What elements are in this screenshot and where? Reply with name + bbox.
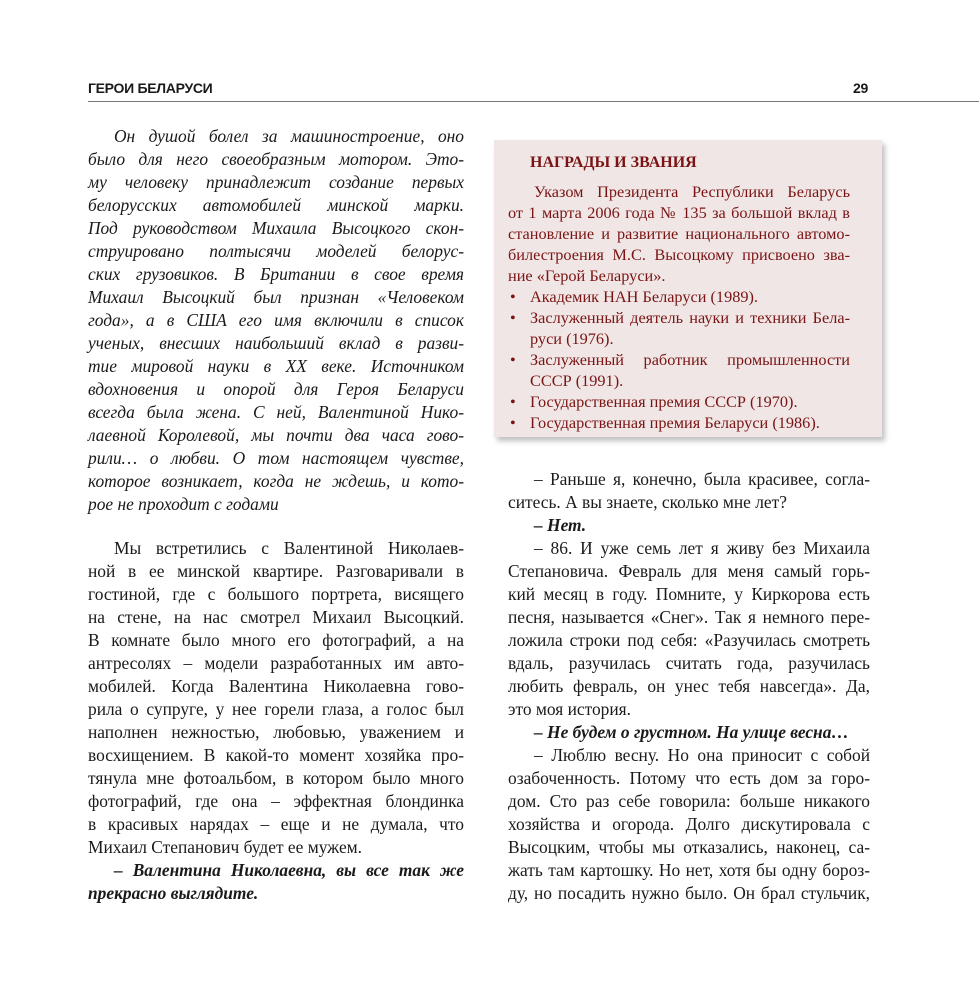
text-line: Михаил Степанович будет ее мужем. <box>88 837 363 857</box>
text-line: ние «Герой Беларуси». <box>508 266 666 285</box>
text-line: рили… о любви. О том настоящем чувстве, <box>88 448 464 468</box>
text-line: в красивых нарядах – еще и не думала, что <box>88 814 464 834</box>
text-line: дом. Сто раз себе говорила: больше никакого <box>508 791 870 811</box>
text-line: – 86. И уже семь лет я живу без Михаила <box>534 538 870 558</box>
text-line: мобилей. Когда Валентина Николаевна гово- <box>88 676 464 696</box>
text-line: рое не проходит с годами <box>88 494 279 514</box>
text-line: белорусских автомобилей минской марки. <box>88 195 464 215</box>
text-line: любить февраль, он унес тебя навсегда». Да, <box>508 676 870 696</box>
text-line: Степановича. Февраль для меня самый горь- <box>508 561 870 581</box>
text-line: Он душой болел за машиностроение, оно <box>114 126 464 146</box>
text-line: жать там картошку. Но нет, хотя бы одну бороз- <box>508 860 870 880</box>
text-line: му человеку принадлежит создание первых <box>88 172 464 192</box>
text-line: на стене, на нас смотрел Михаил Высоцкий. <box>88 607 464 627</box>
text-line: ложила строки под себя: «Разучилась смотреть <box>508 630 870 650</box>
text-line: кий месяц в году. Помните, у Киркорова есть <box>508 584 870 604</box>
text-line: фотографий, где она – эффектная блондинка <box>88 791 464 811</box>
text-line: наполнен нежностью, любовью, уважением и <box>88 722 464 742</box>
text-line: восхищением. В какой-то момент хозяйка про- <box>88 745 464 765</box>
text-line: которое возникает, когда не ждешь, и кото- <box>88 471 464 491</box>
award-line: Заслуженный работник промышленности <box>530 350 850 369</box>
text-line: билестроения М.С. Высоцкому присвоено зва- <box>508 245 850 264</box>
text-line: антресолях – модели разработанных им авто- <box>88 653 464 673</box>
award-line: Государственная премия СССР (1970). <box>530 392 798 411</box>
bullet-icon: • <box>510 287 516 306</box>
bullet-icon: • <box>510 350 516 369</box>
award-item <box>508 391 850 412</box>
text-line: – Валентина Николаевна, вы все так же <box>114 860 464 880</box>
text-line: Под руководством Михаила Высоцкого скон- <box>88 218 464 238</box>
award-line: Академик НАН Беларуси (1989). <box>530 287 758 306</box>
header-rule <box>88 101 979 102</box>
interview-question: – Не будем о грустном. На улице весна… <box>534 722 849 742</box>
awards-box <box>494 140 882 437</box>
page-number: 29 <box>853 80 868 96</box>
text-line: тие мировой науки в XX веке. Источником <box>88 356 464 376</box>
text-line: рила о супруге, у нее горели глаза, а голос был <box>88 699 464 719</box>
text-line: Высоцким, чтобы мы отказались, наконец, са- <box>508 837 870 857</box>
text-line: года», а в США его имя включили в список <box>88 310 464 330</box>
text-line: вдохновения и опорой для Героя Беларуси <box>88 379 464 399</box>
body-paragraph <box>88 537 464 859</box>
award-line: руси (1976). <box>530 329 614 348</box>
text-line: прекрасно выглядите. <box>88 883 259 903</box>
text-line: ситесь. А вы знаете, сколько мне лет? <box>508 492 787 512</box>
left-column <box>88 125 464 905</box>
awards-text <box>508 181 850 286</box>
running-header <box>88 80 868 96</box>
interview-question <box>88 859 464 905</box>
award-line: Заслуженный деятель науки и техники Бела- <box>530 308 850 327</box>
award-line: Государственная премия Беларуси (1986). <box>530 413 820 432</box>
text-line: от 1 марта 2006 года № 135 за большой вклад в <box>508 203 850 222</box>
award-item <box>508 412 850 433</box>
bullet-icon: • <box>510 308 516 327</box>
text-line: Михаил Высоцкий был признан «Человеком <box>88 287 464 307</box>
text-line: ученых, внесших наибольший вклад в разви- <box>88 333 464 353</box>
bullet-icon: • <box>510 392 516 411</box>
answer-paragraph <box>508 468 870 514</box>
text-line: озабоченность. Потому что есть дом за горо- <box>508 768 870 788</box>
text-line: струировано полтысячи моделей белорус- <box>88 241 464 261</box>
text-line: песня, называется «Снег». Так я немного пере- <box>508 607 870 627</box>
awards-title: НАГРАДЫ И ЗВАНИЯ <box>530 154 697 171</box>
intro-paragraph <box>88 125 464 516</box>
text-line: ду, но посадить нужно было. Он брал стульчик, <box>508 883 870 903</box>
answer-paragraph <box>508 537 870 721</box>
award-line: СССР (1991). <box>530 371 624 390</box>
text-line: становление и развитие национального автомо- <box>508 224 850 243</box>
award-item <box>508 307 850 349</box>
section-title: ГЕРОИ БЕЛАРУСИ <box>88 80 213 96</box>
text-line: тянула мне фотоальбом, в котором было много <box>88 768 464 788</box>
text-line: вдаль, разучилась считать года, разучилась <box>508 653 870 673</box>
award-item <box>508 349 850 391</box>
text-line: это моя история. <box>508 699 632 719</box>
text-line: ной в ее минской квартире. Разговаривали в <box>88 561 464 581</box>
text-line: лаевной Королевой, мы почти два часа гово- <box>88 425 464 445</box>
text-line: было для него своеобразным мотором. Это- <box>88 149 464 169</box>
answer-paragraph <box>508 744 870 905</box>
text-line: Мы встретились с Валентиной Николаев- <box>114 538 464 558</box>
text-line: Указом Президента Республики Беларусь <box>534 182 850 201</box>
right-column <box>508 468 870 905</box>
text-line: – Раньше я, конечно, была красивее, согла- <box>534 469 870 489</box>
text-line: – Люблю весну. Но она приносит с собой <box>534 745 870 765</box>
text-line: всегда была жена. С ней, Валентиной Нико- <box>88 402 464 422</box>
award-item <box>508 286 850 307</box>
bullet-icon: • <box>510 413 516 432</box>
text-line: гостиной, где с большого портрета, висящего <box>88 584 464 604</box>
text-line: В комнате было много его фотографий, а на <box>88 630 464 650</box>
text-line: хозяйства и огорода. Долго дискутировала с <box>508 814 870 834</box>
interview-question: – Нет. <box>534 515 587 535</box>
text-line: ских грузовиков. В Британии в свое время <box>88 264 464 284</box>
awards-list <box>508 286 850 433</box>
